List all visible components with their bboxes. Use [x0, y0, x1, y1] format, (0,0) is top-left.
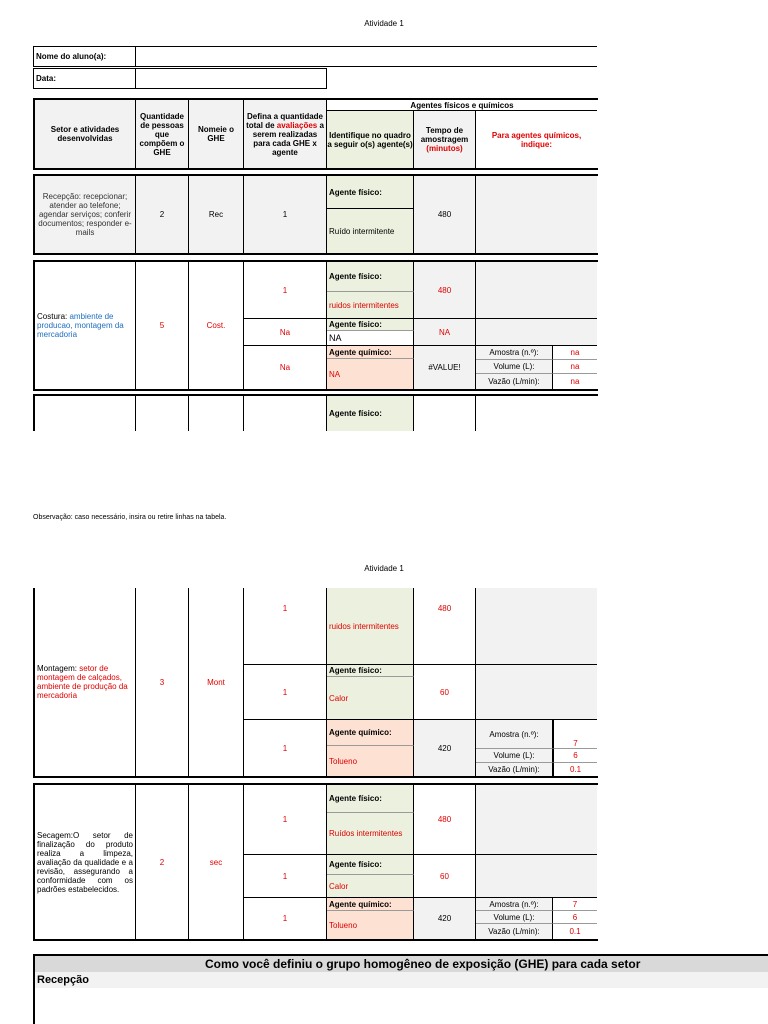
- agent-cell: Tolueno: [327, 911, 414, 939]
- time-cell: 60: [414, 855, 476, 898]
- volume-value: 6: [553, 749, 597, 763]
- agent-label: Agente químico:: [327, 720, 414, 746]
- flow-label: Vazão (L/min):: [476, 374, 553, 389]
- chemical-cell: [476, 262, 597, 319]
- agent-cell: NA: [327, 359, 414, 389]
- chemical-cell: [476, 855, 597, 898]
- header-sector: Setor e atividades desenvolvidas: [35, 100, 136, 168]
- sector-cell: Recepção: recepcionar; atender ao telefone; agendar serviços; conferir documentos; responder e-mails: [35, 176, 136, 253]
- agent-label: Agente químico:: [327, 346, 414, 359]
- volume-value: 6: [553, 911, 597, 924]
- page-title: Atividade 1: [364, 18, 404, 28]
- ghe-cell: sec: [189, 785, 244, 939]
- sector-cell: Costura: ambiente de producao, montagem da mercadoria: [35, 262, 136, 389]
- header-evaluations: Defina a quantidade total de avaliações a serem realizadas para cada GHE x agente: [244, 100, 327, 168]
- chemical-cell: [476, 319, 597, 346]
- agent-cell: Tolueno: [327, 746, 414, 776]
- ghe-cell: Rec: [189, 176, 244, 253]
- people-cell: 5: [136, 262, 189, 389]
- agent-label: Agente físico:: [327, 396, 414, 431]
- people-cell: 2: [136, 176, 189, 253]
- flow-label: Vazão (L/min):: [476, 924, 553, 939]
- time-cell: [414, 396, 476, 431]
- evaluations-cell: 1: [244, 176, 327, 253]
- evaluations-cell: 1: [244, 720, 327, 776]
- chemical-cell: [476, 785, 597, 855]
- answer-field[interactable]: [35, 988, 768, 1024]
- sample-label: Amostra (n.º):: [476, 720, 553, 749]
- agent-label: Agente físico:: [327, 665, 414, 677]
- header-sampling-time: Tempo de amostragem (minutos): [414, 111, 476, 168]
- evaluations-cell: Na: [244, 346, 327, 389]
- chemical-cell: [476, 176, 597, 253]
- agent-cell: Ruído intermitente: [327, 209, 414, 253]
- date-label: Data:: [33, 68, 136, 89]
- ghe-cell: Cost.: [189, 262, 244, 389]
- time-cell: 420: [414, 720, 476, 776]
- agent-label: Agente físico:: [327, 855, 414, 875]
- question-heading: Como você definiu o grupo homogêneo de exposição (GHE) para cada setor: [35, 956, 768, 972]
- page-title: Atividade 1: [364, 563, 404, 573]
- agent-cell: Calor: [327, 875, 414, 898]
- agent-cell: ruidos intermitentes: [327, 588, 414, 665]
- evaluations-cell: Na: [244, 319, 327, 346]
- evaluations-cell: 1: [244, 785, 327, 855]
- student-name-field[interactable]: [135, 46, 597, 67]
- answer-heading: Recepção: [35, 972, 768, 988]
- chemical-cell: [476, 665, 597, 720]
- sample-label: Amostra (n.º):: [476, 346, 553, 360]
- flow-label: Vazão (L/min):: [476, 763, 553, 776]
- observation-note: Observação: caso necessário, insira ou retire linhas na tabela.: [33, 514, 227, 521]
- header-people: Quantidade de pessoas que compõem o GHE: [136, 100, 189, 168]
- header-ghe: Nomeie o GHE: [189, 100, 244, 168]
- ghe-cell: Mont: [189, 588, 244, 776]
- volume-label: Volume (L):: [476, 749, 553, 763]
- agent-label: Agente físico:: [327, 176, 414, 209]
- sector-cell: Secagem:O setor de finalização do produto realiza a limpeza, avaliação da qualidade e a revisão, assegurando a conformidade com os padrões estabelecidos.: [35, 785, 136, 939]
- time-cell: 480: [414, 588, 476, 665]
- sector-cell: Montagem: setor de montagem de calçados, ambiente de produção da mercadoria: [35, 588, 136, 776]
- volume-value: na: [553, 360, 597, 374]
- agent-label: Agente físico:: [327, 319, 414, 331]
- student-label: Nome do aluno(a):: [33, 46, 136, 67]
- volume-label: Volume (L):: [476, 360, 553, 374]
- sample-value: 7: [553, 720, 597, 749]
- evaluations-cell: 1: [244, 262, 327, 319]
- agent-cell: Ruídos intermitentes: [327, 813, 414, 855]
- time-cell: 60: [414, 665, 476, 720]
- header-chemical: Para agentes químicos, indique:: [491, 130, 582, 149]
- flow-value: na: [570, 377, 580, 386]
- chemical-cell: [476, 588, 597, 665]
- flow-value: 0.1: [569, 927, 581, 936]
- sample-value: 7: [553, 898, 597, 911]
- evaluations-cell: 1: [244, 588, 327, 665]
- people-cell: 2: [136, 785, 189, 939]
- time-cell: #VALUE!: [414, 346, 476, 389]
- time-cell: 480: [414, 176, 476, 253]
- header-agents-group: Agentes físicos e químicos: [327, 100, 597, 111]
- people-cell: 3: [136, 588, 189, 776]
- people-cell: [136, 396, 189, 431]
- time-cell: 420: [414, 898, 476, 939]
- flow-value: 0.1: [553, 763, 597, 776]
- sample-value: na: [553, 346, 597, 360]
- evaluations-cell: [244, 396, 327, 431]
- agent-label: Agente físico:: [327, 785, 414, 813]
- time-cell: NA: [414, 319, 476, 346]
- ghe-cell: [189, 396, 244, 431]
- volume-label: Volume (L):: [476, 911, 553, 924]
- agent-cell: Calor: [327, 677, 414, 720]
- sector-cell: [35, 396, 136, 431]
- agent-cell: ruidos intermitentes: [327, 292, 414, 319]
- agent-label: Agente químico:: [327, 898, 414, 911]
- sample-label: Amostra (n.º):: [476, 898, 553, 911]
- time-cell: 480: [414, 262, 476, 319]
- header-identify: Identifique no quadro a seguir o(s) agente(s): [327, 111, 414, 168]
- agent-cell: NA: [327, 331, 414, 346]
- agent-label: Agente físico:: [327, 262, 414, 292]
- date-field[interactable]: [135, 68, 327, 89]
- evaluations-cell: 1: [244, 898, 327, 939]
- evaluations-cell: 1: [244, 665, 327, 720]
- evaluations-cell: 1: [244, 855, 327, 898]
- time-cell: 480: [414, 785, 476, 855]
